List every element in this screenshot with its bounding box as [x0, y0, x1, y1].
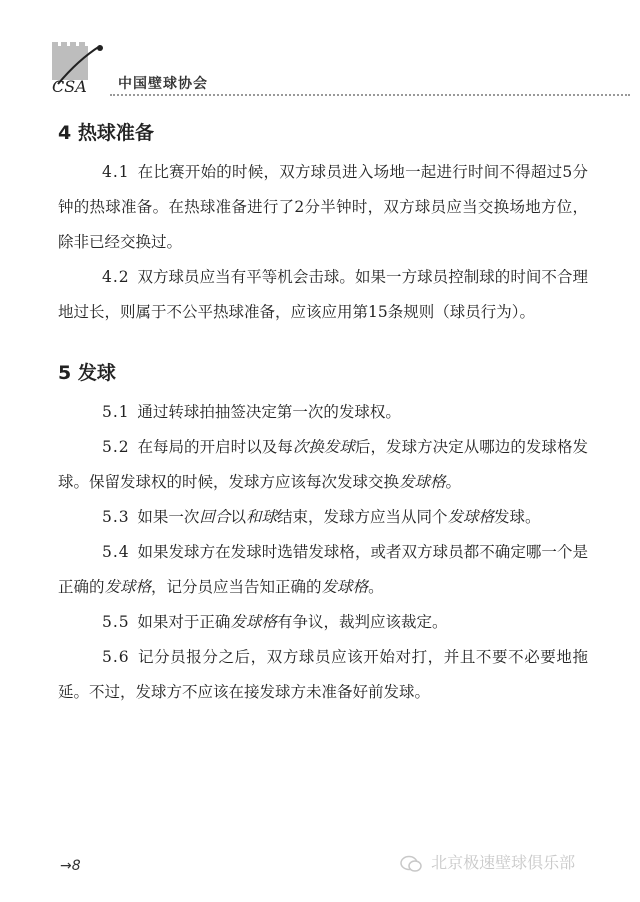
csa-logo-icon	[48, 40, 108, 96]
defined-term: 发球格	[230, 613, 277, 631]
rule-text: 后，发球方决定从哪边的发球格发球。保留发球权的时候，发球方应该每次发球交换	[58, 438, 588, 491]
rule-paragraph	[58, 260, 588, 330]
rule-number: 4.2	[102, 268, 130, 286]
rule-text: 通过转球拍抽签决定第一次的发球权。	[137, 403, 401, 421]
defined-term: 发球格	[399, 473, 446, 491]
rule-text: 以	[230, 508, 246, 526]
rule-text: 如果发球方在发球时选错发球格，或者双方球员都不确定哪一个是正确的	[58, 543, 588, 596]
header-dotted-rule	[110, 94, 630, 96]
rule-paragraph	[58, 155, 588, 260]
rule-paragraph	[58, 535, 588, 605]
rule-number: 4.1	[102, 163, 130, 181]
rule-text: 结束，发球方应当从同个	[276, 508, 448, 526]
rule-text: 在每局的开启时以及每	[137, 438, 293, 456]
rule-text: 发球。	[494, 508, 541, 526]
rule-number: 5.1	[102, 403, 130, 421]
org-name: 中国壁球协会	[118, 76, 208, 92]
rule-paragraph	[58, 395, 588, 430]
rule-number: 5.5	[102, 613, 130, 631]
page-number: →8	[60, 858, 81, 874]
defined-term: 发球格	[104, 578, 152, 596]
watermark	[400, 850, 575, 873]
rule-text: ，记分员应当告知正确的	[151, 578, 322, 596]
rule-text: 如果对于正确	[137, 613, 231, 631]
rule-text: 如果一次	[137, 508, 200, 526]
rule-text: 在比赛开始的时候，双方球员进入场地一起进行时间不得超过5分钟的热球准备。在热球准备进行了2分半钟时，双方球员应当交换场地方位，除非已经交换过。	[58, 163, 588, 251]
section-title: 5 发球	[58, 362, 116, 384]
rule-paragraph	[58, 430, 588, 500]
rule-text: 。	[368, 578, 384, 596]
wechat-icon	[400, 855, 422, 873]
rule-number: 5.4	[102, 543, 130, 561]
rule-text: 有争议，裁判应该裁定。	[276, 613, 448, 631]
rule-paragraph	[58, 605, 588, 640]
page-header	[48, 40, 608, 100]
defined-term: 发球格	[447, 508, 494, 526]
section-title: 4 热球准备	[58, 122, 154, 144]
rule-text: 。	[445, 473, 462, 491]
watermark-text: 北京极速壁球俱乐部	[431, 853, 576, 872]
rule-paragraph	[58, 640, 588, 710]
rule-text: 记分员报分之后，双方球员应该开始对打，并且不要不必要地拖延。不过，发球方不应该在接发球方未准备好前发球。	[58, 648, 588, 701]
defined-term: 回合	[199, 508, 231, 526]
defined-term: 发球格	[321, 578, 369, 596]
rules-content	[58, 118, 588, 710]
rule-text: 双方球员应当有平等机会击球。如果一方球员控制球的时间不合理地过长，则属于不公平热球准备，应该应用第15条规则（球员行为）。	[58, 268, 588, 321]
rule-number: 5.6	[102, 648, 130, 666]
defined-term: 和球	[245, 508, 277, 526]
svg-text:CSA: CSA	[52, 77, 87, 96]
rule-number: 5.3	[102, 508, 130, 526]
defined-term: 次换发球	[292, 438, 355, 456]
rule-number: 5.2	[102, 438, 130, 456]
rule-paragraph	[58, 500, 588, 535]
